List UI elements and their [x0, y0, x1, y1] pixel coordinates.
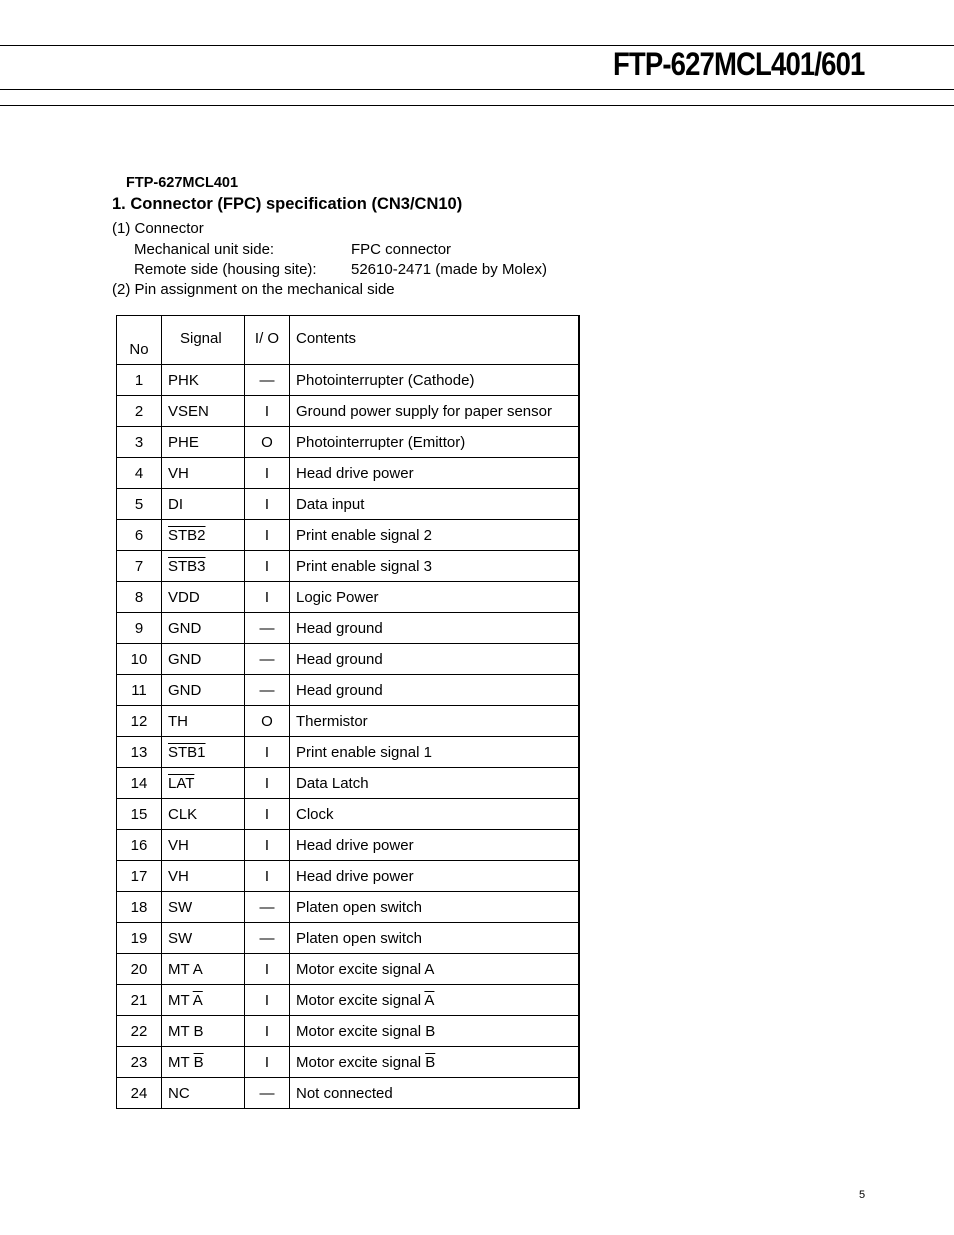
io-direction: —	[245, 923, 290, 954]
signal-name	[162, 458, 245, 489]
table-row	[117, 923, 580, 954]
section-heading: 1. Connector (FPC) specification (CN3/CN10)	[112, 195, 463, 213]
table-row	[117, 1047, 580, 1078]
mechanical-side-value: FPC connector	[351, 241, 452, 258]
signal-name-text: TH	[168, 712, 188, 730]
signal-name-text: VDD	[168, 588, 200, 606]
pin-contents	[290, 830, 580, 861]
contents-text: Head drive power	[296, 867, 414, 885]
pin-contents	[290, 551, 580, 582]
contents-text: Logic Power	[296, 588, 379, 606]
table-header-row	[117, 316, 580, 365]
io-direction: O	[245, 427, 290, 458]
contents-text: Motor excite signal B	[296, 1022, 436, 1040]
signal-name-text: VH	[168, 836, 189, 854]
pin-contents	[290, 1047, 580, 1078]
signal-name	[162, 985, 245, 1016]
table-row	[117, 365, 580, 396]
io-direction: O	[245, 706, 290, 737]
pin-contents	[290, 1016, 580, 1047]
table-row	[117, 954, 580, 985]
table-row	[117, 861, 580, 892]
io-direction: I	[245, 737, 290, 768]
io-direction: I	[245, 489, 290, 520]
table-row	[117, 458, 580, 489]
pin-contents	[290, 768, 580, 799]
pin-number: 19	[117, 923, 162, 954]
table-row	[117, 985, 580, 1016]
pin-number: 4	[117, 458, 162, 489]
pin-number: 14	[117, 768, 162, 799]
pin-contents	[290, 706, 580, 737]
contents-text: Clock	[296, 805, 334, 823]
contents-text: Platen open switch	[296, 929, 422, 947]
signal-name-overlined: STB2	[168, 526, 206, 544]
pin-number: 5	[117, 489, 162, 520]
table-row	[117, 582, 580, 613]
pin-number: 15	[117, 799, 162, 830]
pin-contents	[290, 613, 580, 644]
pin-table-body	[117, 365, 580, 1109]
table-row	[117, 396, 580, 427]
contents-text: Head ground	[296, 650, 383, 668]
contents-text: Motor excite signal	[296, 1053, 426, 1071]
signal-name	[162, 489, 245, 520]
signal-name-overlined: $\overline{A}$	[192, 991, 203, 1009]
signal-name	[162, 613, 245, 644]
io-direction: I	[245, 582, 290, 613]
contents-overlined: $\overline{A}$	[424, 991, 435, 1009]
table-row	[117, 613, 580, 644]
signal-name	[162, 675, 245, 706]
io-direction: —	[245, 365, 290, 396]
pin-number: 17	[117, 861, 162, 892]
contents-text: Head ground	[296, 681, 383, 699]
signal-name	[162, 923, 245, 954]
signal-name-text: GND	[168, 681, 202, 699]
signal-name-text: MT A	[168, 960, 203, 978]
io-direction: —	[245, 644, 290, 675]
header-signal: Signal	[162, 316, 245, 365]
io-direction: —	[245, 613, 290, 644]
table-row	[117, 830, 580, 861]
table-row	[117, 1078, 580, 1109]
signal-name	[162, 1016, 245, 1047]
signal-name-overlined: $\overline{LAT}$	[168, 774, 195, 792]
io-direction: —	[245, 675, 290, 706]
contents-text: Photointerrupter (Cathode)	[296, 371, 475, 389]
pin-contents	[290, 396, 580, 427]
connector-heading: (1) Connector	[112, 220, 204, 237]
pin-number: 24	[117, 1078, 162, 1109]
model-label: FTP-627MCL401	[126, 175, 239, 191]
signal-name	[162, 954, 245, 985]
signal-name-text: CLK	[168, 805, 198, 823]
signal-name-text: VSEN	[168, 402, 209, 420]
signal-name-text: NC	[168, 1084, 190, 1102]
signal-name	[162, 861, 245, 892]
contents-text: Motor excite signal	[296, 991, 425, 1009]
pin-number: 8	[117, 582, 162, 613]
table-row	[117, 489, 580, 520]
io-direction: I	[245, 396, 290, 427]
pin-number: 7	[117, 551, 162, 582]
io-direction: I	[245, 954, 290, 985]
io-direction: I	[245, 1016, 290, 1047]
pin-number: 11	[117, 675, 162, 706]
contents-overlined: $\overline{B}$	[425, 1053, 436, 1071]
contents-text: Head ground	[296, 619, 383, 637]
signal-name	[162, 830, 245, 861]
table-row	[117, 1016, 580, 1047]
contents-text: Photointerrupter (Emittor)	[296, 433, 466, 451]
signal-name-text: SW	[168, 898, 193, 916]
io-direction: I	[245, 861, 290, 892]
io-direction: I	[245, 520, 290, 551]
pin-contents	[290, 954, 580, 985]
pin-contents	[290, 582, 580, 613]
header-rule-bottom	[0, 105, 954, 106]
signal-name-text: MT	[168, 1053, 194, 1071]
signal-name	[162, 1047, 245, 1078]
signal-name-text: SW	[168, 929, 193, 947]
signal-name-text: PHE	[168, 433, 199, 451]
header-no: No	[117, 316, 162, 365]
pin-contents	[290, 985, 580, 1016]
signal-name	[162, 427, 245, 458]
contents-text: Not connected	[296, 1084, 393, 1102]
signal-name	[162, 737, 245, 768]
pin-number: 10	[117, 644, 162, 675]
contents-text: Motor excite signal A	[296, 960, 435, 978]
table-row	[117, 737, 580, 768]
table-row	[117, 520, 580, 551]
io-direction: I	[245, 985, 290, 1016]
pin-number: 12	[117, 706, 162, 737]
io-direction: I	[245, 551, 290, 582]
contents-text: Print enable signal 2	[296, 526, 432, 544]
signal-name-text: MT B	[168, 1022, 204, 1040]
signal-name	[162, 551, 245, 582]
signal-name	[162, 706, 245, 737]
pin-number: 13	[117, 737, 162, 768]
contents-text: Platen open switch	[296, 898, 422, 916]
contents-text: Data Latch	[296, 774, 369, 792]
signal-name-text: GND	[168, 619, 202, 637]
table-row	[117, 644, 580, 675]
header-io: I/ O	[245, 316, 290, 365]
pin-number: 18	[117, 892, 162, 923]
pin-contents	[290, 644, 580, 675]
contents-text: Print enable signal 1	[296, 743, 432, 761]
table-row	[117, 892, 580, 923]
signal-name-text: DI	[168, 495, 183, 513]
signal-name-text: GND	[168, 650, 202, 668]
table-row	[117, 551, 580, 582]
pin-contents	[290, 799, 580, 830]
signal-name	[162, 396, 245, 427]
remote-side-label: Remote side (housing site):	[134, 261, 317, 278]
table-row	[117, 768, 580, 799]
table-row	[117, 427, 580, 458]
pin-contents	[290, 520, 580, 551]
contents-text: Ground power supply for paper sensor	[296, 402, 552, 420]
signal-name-overlined: STB3	[168, 557, 206, 575]
table-row	[117, 799, 580, 830]
signal-name-text: MT	[168, 991, 193, 1009]
pin-number: 2	[117, 396, 162, 427]
signal-name-overlined: $\overline{B}$	[193, 1053, 204, 1071]
remote-side-value: 52610-2471 (made by Molex)	[351, 261, 547, 278]
signal-name-text: VH	[168, 867, 189, 885]
pin-number: 1	[117, 365, 162, 396]
contents-text: Data input	[296, 495, 365, 513]
pin-contents	[290, 861, 580, 892]
signal-name	[162, 799, 245, 830]
signal-name	[162, 644, 245, 675]
pin-assignment-table	[116, 315, 580, 1109]
io-direction: I	[245, 830, 290, 861]
table-row	[117, 706, 580, 737]
pin-contents	[290, 675, 580, 706]
io-direction: —	[245, 892, 290, 923]
io-direction: —	[245, 1078, 290, 1109]
signal-name	[162, 582, 245, 613]
header-contents: Contents	[290, 316, 580, 365]
pin-number: 6	[117, 520, 162, 551]
pin-contents	[290, 458, 580, 489]
pin-contents	[290, 892, 580, 923]
io-direction: I	[245, 1047, 290, 1078]
io-direction: I	[245, 768, 290, 799]
document-title: FTP-627MCL401/601	[612, 46, 864, 82]
pin-number: 20	[117, 954, 162, 985]
pin-contents	[290, 1078, 580, 1109]
pin-number: 21	[117, 985, 162, 1016]
pin-contents	[290, 427, 580, 458]
page-number: 5	[859, 1189, 866, 1201]
contents-text: Print enable signal 3	[296, 557, 432, 575]
contents-text: Thermistor	[296, 712, 368, 730]
pin-number: 3	[117, 427, 162, 458]
header-rule-middle	[0, 89, 954, 90]
pin-contents	[290, 489, 580, 520]
signal-name	[162, 1078, 245, 1109]
pin-contents	[290, 923, 580, 954]
pin-number: 9	[117, 613, 162, 644]
table-row	[117, 675, 580, 706]
pin-number: 23	[117, 1047, 162, 1078]
pin-contents	[290, 737, 580, 768]
signal-name	[162, 892, 245, 923]
contents-text: Head drive power	[296, 464, 414, 482]
signal-name-overlined: STB1	[168, 743, 206, 761]
signal-name	[162, 520, 245, 551]
mechanical-side-label: Mechanical unit side:	[134, 241, 275, 258]
pin-number: 16	[117, 830, 162, 861]
signal-name	[162, 768, 245, 799]
signal-name	[162, 365, 245, 396]
io-direction: I	[245, 458, 290, 489]
pin-assignment-heading: (2) Pin assignment on the mechanical side	[112, 281, 395, 298]
signal-name-text: VH	[168, 464, 189, 482]
pin-number: 22	[117, 1016, 162, 1047]
pin-contents	[290, 365, 580, 396]
io-direction: I	[245, 799, 290, 830]
contents-text: Head drive power	[296, 836, 414, 854]
signal-name-text: PHK	[168, 371, 199, 389]
